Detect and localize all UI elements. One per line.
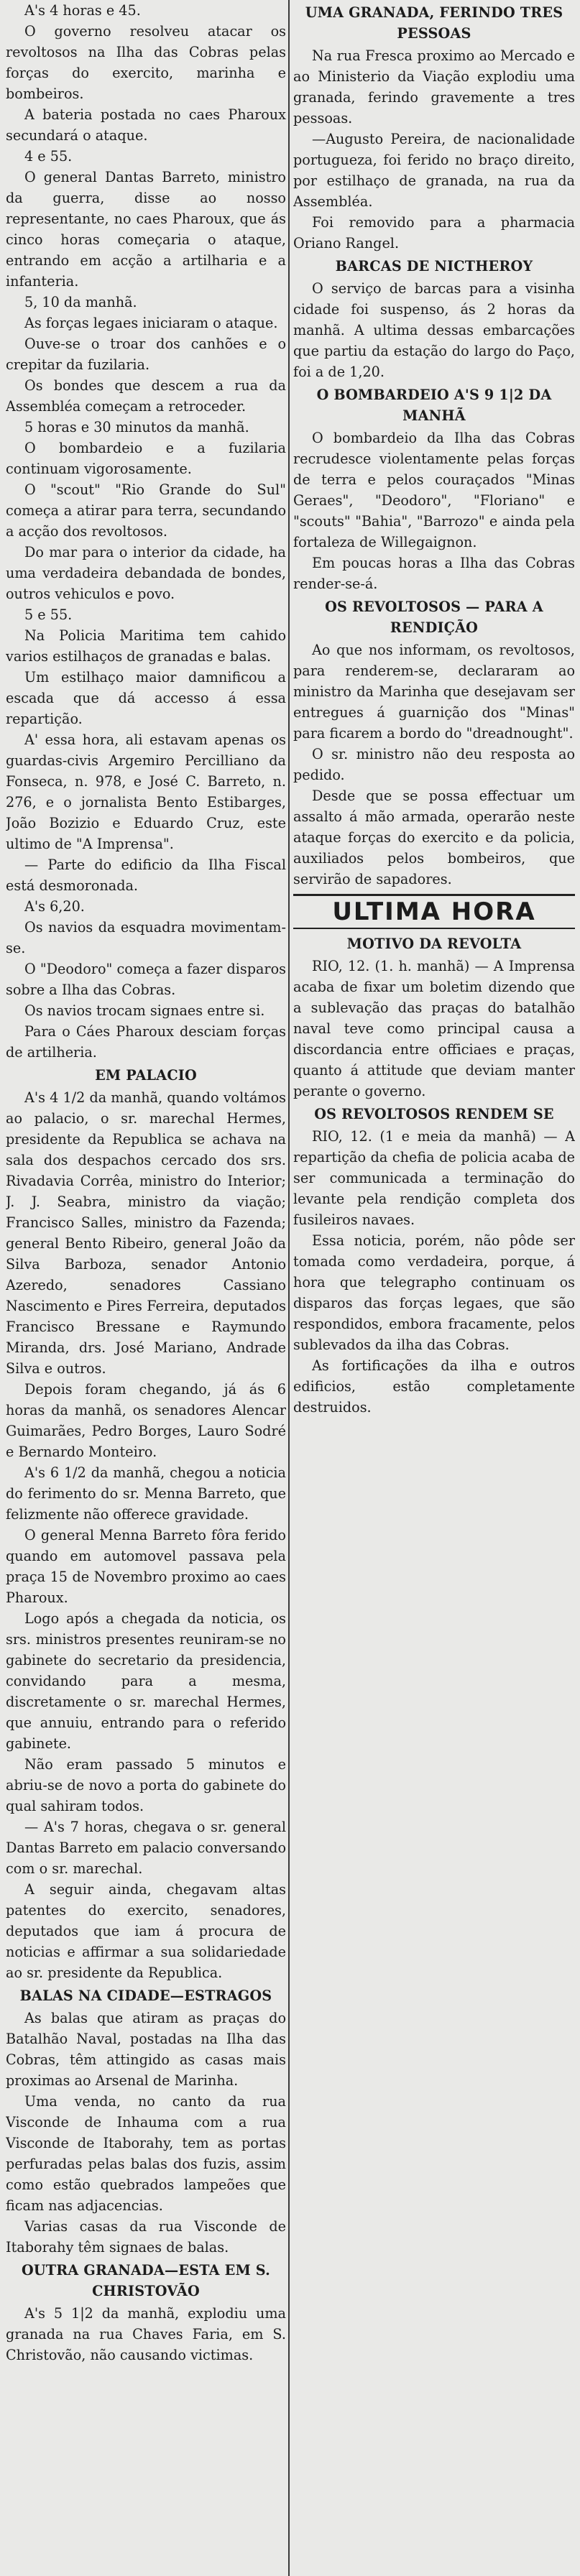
article-paragraph: Na rua Fresca proximo ao Mercado e ao Ministerio da Viação explodiu uma granada, ferindo gravemente a tres pessoas. [293, 47, 575, 126]
article-paragraph: O bombardeio da Ilha das Cobras recrudesce violentamente pelas forças de terra e pelos couraçados "Minas Geraes", "Deodoro", "Floriano" e "scouts" "Bahia", "Barrozo" e ainda pela fortaleza de Willegaignon. [293, 430, 575, 550]
article-paragraph: RIO, 12. (1. h. manhã) — A Imprensa acaba de fixar um boletim dizendo que a sublevação das praças do batalhão naval teve como principal causa a discordancia entre officiaes e praças, quanto á attitude que deviam manter perante o governo. [293, 958, 575, 1099]
article-paragraph: O "Deodoro" começa a fazer disparos sobre a Ilha das Cobras. [6, 961, 286, 998]
article-paragraph: A' essa hora, ali estavam apenas os guardas-civis Argemiro Percilliano da Fonseca, n. 978, e José C. Barreto, n. 276, e o jornalista Bento Estibarges, João Bozizio e Eduardo Cruz, este ultimo de "A Imprensa". [6, 731, 286, 852]
article-paragraph: Os navios da esquadra movimentam-se. [6, 919, 286, 956]
article-paragraph: O governo resolveu atacar os revoltosos na Ilha das Cobras pelas forças do exercito, marinha e bombeiros. [6, 23, 286, 102]
article-paragraph: A's 6 1/2 da manhã, chegou a noticia do ferimento do sr. Menna Barreto, que felizmente não offerece gravidade. [6, 1464, 286, 1523]
article-paragraph: Na Policia Maritima tem cahido varios estilhaços de granadas e balas. [6, 627, 286, 665]
article-paragraph: O "scout" "Rio Grande do Sul" começa a atirar para terra, secundando a acção dos revoltosos. [6, 481, 286, 540]
article-paragraph: A seguir ainda, chegavam altas patentes do exercito, senadores, deputados que iam á procura de noticias e affirmar a sua solidariedade ao sr. presidente da Republica. [6, 1881, 286, 1981]
article-paragraph: — A's 7 horas, chegava o sr. general Dantas Barreto em palacio conversando com o sr. marechal. [6, 1819, 286, 1877]
article-paragraph: Essa noticia, porém, não pôde ser tomada como verdadeira, porque, á hora que telegrapho continuam os disparos das forças legaes, que são respondidos, embora fracamente, pelos sublevados da ilha das Cobras. [293, 1232, 575, 1353]
article-paragraph: Foi removido para a pharmacia Oriano Rangel. [293, 214, 575, 251]
article-paragraph: Desde que se possa effectuar um assalto á mão armada, operarão neste ataque forças do exercito e da policia, auxiliados pelos bombeiros, que servirão de sapadores. [293, 788, 575, 887]
article-paragraph: Do mar para o interior da cidade, ha uma verdadeira debandada de bondes, outros vehiculos e povo. [6, 544, 286, 602]
section-heading: MOTIVO DA REVOLTA [346, 936, 522, 952]
left-column [6, 0, 286, 2576]
article-paragraph: O sr. ministro não deu resposta ao pedido. [293, 746, 575, 783]
article-paragraph: A's 4 1/2 da manhã, quando voltámos ao palacio, o sr. marechal Hermes, presidente da Republica se achava na sala dos despachos cercado dos srs. Rivadavia Corrêa, ministro do Interior; J. J. Seabra, ministro da viação; Francisco Salles, ministro da Fazenda; general Bento Ribeiro, general João da Silva Barboza, senador Antonio Azeredo, senadores Cassiano Nascimento e Pires Ferreira, deputados Francisco Bressane e Raymundo Miranda, drs. José Mariano, Andrade Silva e outros. [6, 1089, 286, 1377]
article-paragraph: — Parte do edificio da Ilha Fiscal está desmoronada. [6, 857, 286, 894]
article-paragraph: 4 e 55. [24, 148, 73, 165]
article-paragraph: Não eram passado 5 minutos e abriu-se de novo a porta do gabinete do qual sahiram todos. [6, 1756, 286, 1814]
article-paragraph: —Augusto Pereira, de nacionalidade portugueza, foi ferido no braço direito, por estilhaço de granada, na rua da Assembléa. [293, 131, 575, 210]
article-paragraph: Varias casas da rua Visconde de Itaborahy têm signaes de balas. [6, 2218, 286, 2256]
article-paragraph: O general Dantas Barreto, ministro da guerra, disse ao nosso representante, no caes Pharoux, que ás cinco horas começaria o ataque, entrando em acção a artilharia e a infanteria. [6, 169, 286, 290]
article-paragraph: Os navios trocam signaes entre si. [24, 1002, 265, 1019]
article-paragraph: As fortificações da ilha e outros edificios, estão completamente destruidos. [293, 1357, 575, 1416]
article-paragraph: Em poucas horas a Ilha das Cobras render-se-á. [293, 555, 575, 592]
article-paragraph: As forças legaes iniciaram o ataque. [24, 315, 278, 331]
article-paragraph: Ouve-se o troar dos canhões e o crepitar da fuzilaria. [6, 336, 286, 373]
article-paragraph: Para o Cáes Pharoux desciam forças de artilheria. [6, 1023, 286, 1061]
section-heading: OS REVOLTOSOS RENDEM SE [314, 1106, 554, 1122]
article-paragraph: RIO, 12. (1 e meia da manhã) — A repartição da chefia de policia acaba de ser communicada a terminação do levante pela rendição completa dos fusileiros navaes. [293, 1128, 575, 1228]
article-paragraph: Os bondes que descem a rua da Assembléa começam a retroceder. [6, 377, 286, 415]
article-paragraph: Depois foram chegando, já ás 6 horas da manhã, os senadores Alencar Guimarães, Pedro Borges, Lauro Sodré e Bernardo Monteiro. [6, 1381, 286, 1460]
right-column [293, 0, 575, 1624]
section-heading: UMA GRANADA, FERINDO TRES PESSOAS [305, 4, 563, 42]
article-paragraph: As balas que atiram as praças do Batalhão Naval, postadas na Ilha das Cobras, têm attingido as casas mais proximas ao Arsenal de Marinha. [6, 2010, 286, 2089]
article-paragraph: A's 5 1|2 da manhã, explodiu uma granada na rua Chaves Faria, em S. Christovão, não causando victimas. [6, 2305, 286, 2363]
article-paragraph: O serviço de barcas para a visinha cidade foi suspenso, ás 2 horas da manhã. A ultima dessas embarcações que partiu da estação do largo do Paço, foi a de 1,20. [293, 280, 575, 380]
article-paragraph: A's 6,20. [24, 898, 85, 915]
article-paragraph: 5 horas e 30 minutos da manhã. [24, 419, 249, 435]
section-heading: O BOMBARDEIO A'S 9 1|2 DA MANHÃ [316, 387, 552, 424]
article-paragraph: Logo após a chegada da noticia, os srs. ministros presentes reuniram-se no gabinete do secretario da presidencia, convidando para a mesma, discretamente o sr. marechal Hermes, que annuiu, entrando para o referido gabinete. [6, 1610, 286, 1752]
section-heading: OUTRA GRANADA—ESTA EM S. CHRISTOVÃO [21, 2262, 271, 2299]
article-paragraph: Um estilhaço maior damnificou a escada que dá accesso á essa repartição. [6, 669, 286, 727]
article-paragraph: O general Menna Barreto fôra ferido quando em automovel passava pela praça 15 de Novembro proximo ao caes Pharoux. [6, 1527, 286, 1606]
article-paragraph: Ao que nos informam, os revoltosos, para renderem-se, declararam ao ministro da Marinha que desejavam ser entregues á guarnição dos "Minas" para ficarem a bordo do "dreadnought". [293, 642, 575, 742]
article-paragraph: O bombardeio e a fuzilaria continuam vigorosamente. [6, 440, 286, 477]
article-paragraph: Uma venda, no canto da rua Visconde de Inhauma com a rua Visconde de Itaborahy, tem as portas perfuradas pelas balas dos fuzis, assim como estão quebrados lampeões que ficam nas adjacencias. [6, 2093, 286, 2214]
section-heading: BARCAS DE NICTHEROY [335, 258, 533, 274]
article-paragraph: 5 e 55. [24, 606, 73, 623]
section-heading: OS REVOLTOSOS — PARA A RENDIÇÃO [325, 599, 543, 636]
article-paragraph: 5, 10 da manhã. [24, 294, 137, 310]
column-rule [288, 0, 290, 2576]
section-heading: EM PALACIO [95, 1067, 197, 1084]
article-paragraph: A bateria postada no caes Pharoux secundará o ataque. [6, 106, 286, 144]
section-heading: BALAS NA CIDADE—ESTRAGOS [19, 1988, 272, 2004]
ultima-hora-banner: ULTIMA HORA [293, 894, 575, 929]
article-paragraph: A's 4 horas e 45. [24, 2, 141, 19]
